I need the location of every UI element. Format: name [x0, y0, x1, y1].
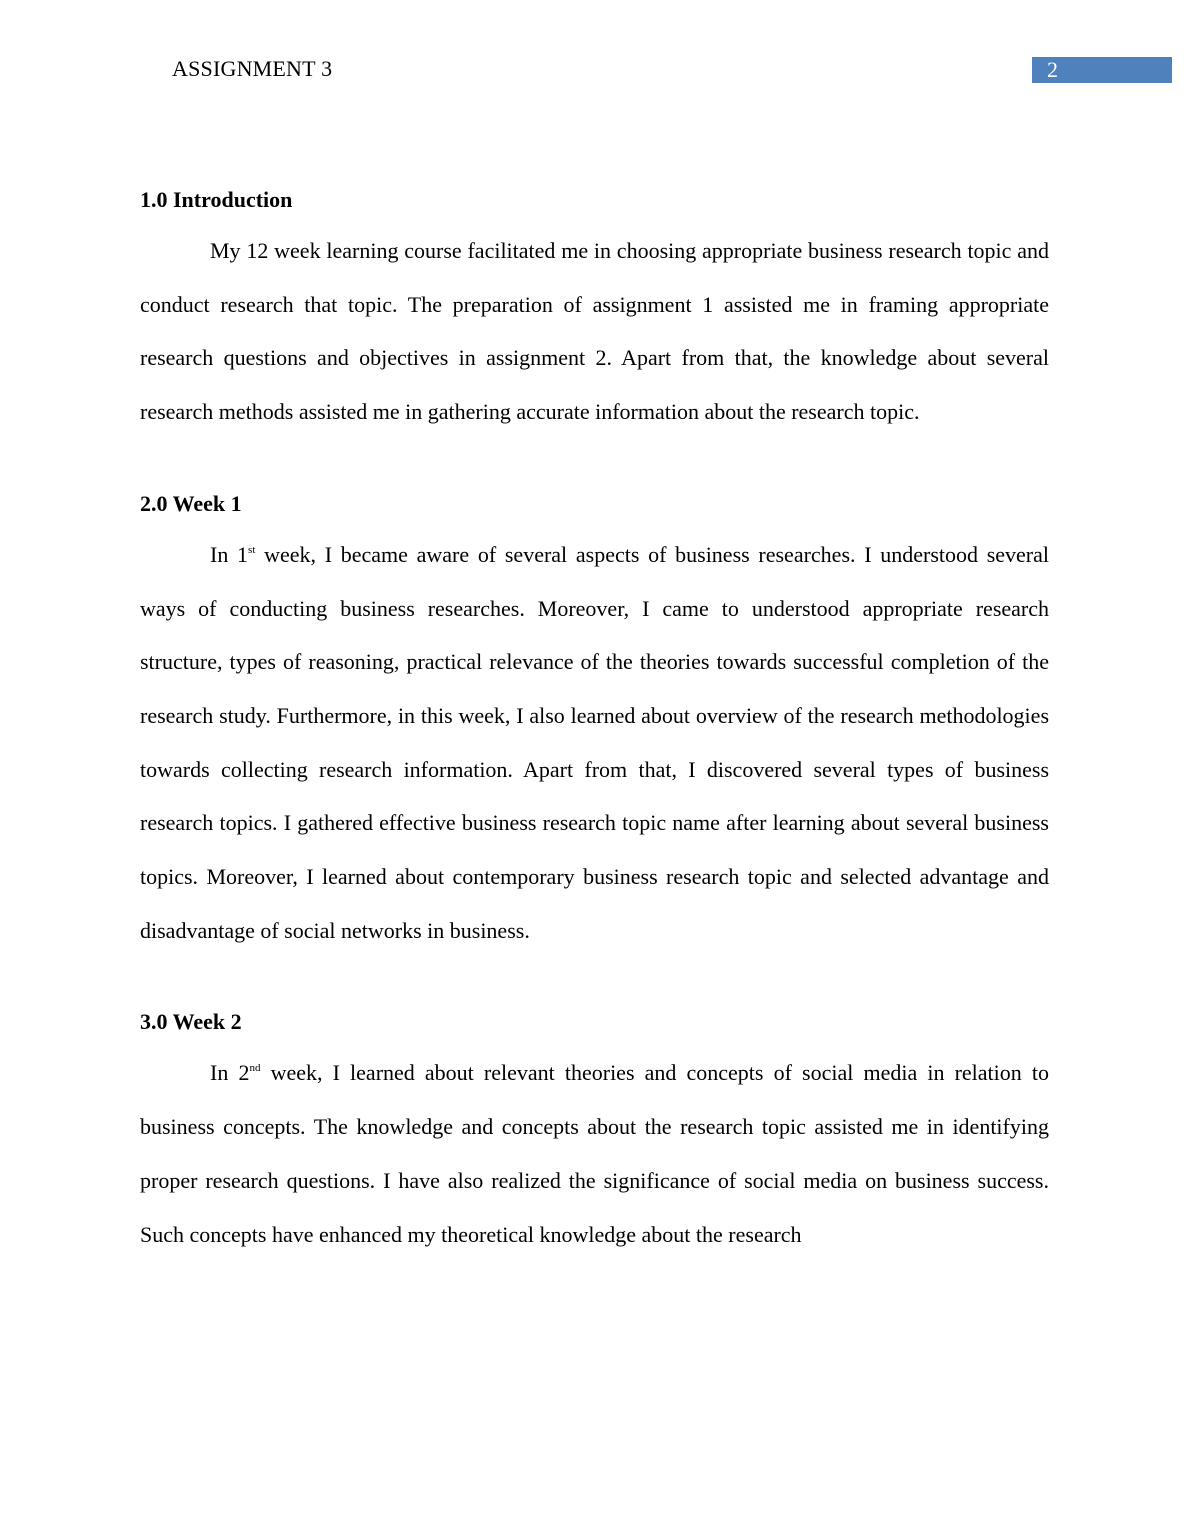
ordinal-superscript: st — [248, 543, 256, 556]
document-body — [140, 182, 1049, 1261]
paragraph-rest: week, I learned about relevant theories and concepts of social media in relation to business concepts. The knowledge and concepts about the research topic assisted me in identifying proper research questions. I have also realized the significance of social media on business success. Such concepts have enhanced my theoretical knowledge about the research — [140, 1060, 1049, 1247]
section-heading: 3.0 Week 2 — [140, 1009, 242, 1035]
section-spacer — [140, 439, 1049, 486]
running-header-title: ASSIGNMENT 3 — [172, 56, 333, 81]
section-week-1 — [140, 486, 1049, 958]
page-number: 2 — [1047, 57, 1058, 82]
section-heading: 2.0 Week 1 — [140, 490, 242, 516]
section-introduction — [140, 182, 1049, 439]
section-paragraph: My 12 week learning course facilitated me in choosing appropriate business research topic and conduct research that topic. The preparation of assignment 1 assisted me in framing appropriate research questions and objectives in assignment 2. Apart from that, the knowledge about several research methods assisted me in gathering accurate information about the research topic. — [140, 238, 1049, 425]
section-heading: 1.0 Introduction — [140, 187, 293, 212]
section-paragraph — [140, 1046, 1049, 1261]
section-week-2 — [140, 1004, 1049, 1261]
ordinal-superscript: nd — [249, 1062, 261, 1075]
paragraph-rest: week, I became aware of several aspects of business researches. I understood several ways of conducting business researches. Moreover, I came to understood appropriate research structure, types of reasoning, practical relevance of the theories towards successful completion of the research study. Furthermore, in this week, I also learned about overview of the research methodologies towards collecting research information. Apart from that, I discovered several types of business research topics. I gathered effective business research topic name after learning about several business topics. Moreover, I learned about contemporary business research topic and selected advantage and disadvantage of social networks in business. — [140, 541, 1050, 943]
section-spacer — [140, 957, 1049, 1004]
section-paragraph — [140, 528, 1049, 958]
page-number-badge — [1032, 57, 1172, 83]
paragraph-lead: In 2 — [210, 1060, 250, 1086]
paragraph-lead: In 1 — [210, 541, 249, 567]
